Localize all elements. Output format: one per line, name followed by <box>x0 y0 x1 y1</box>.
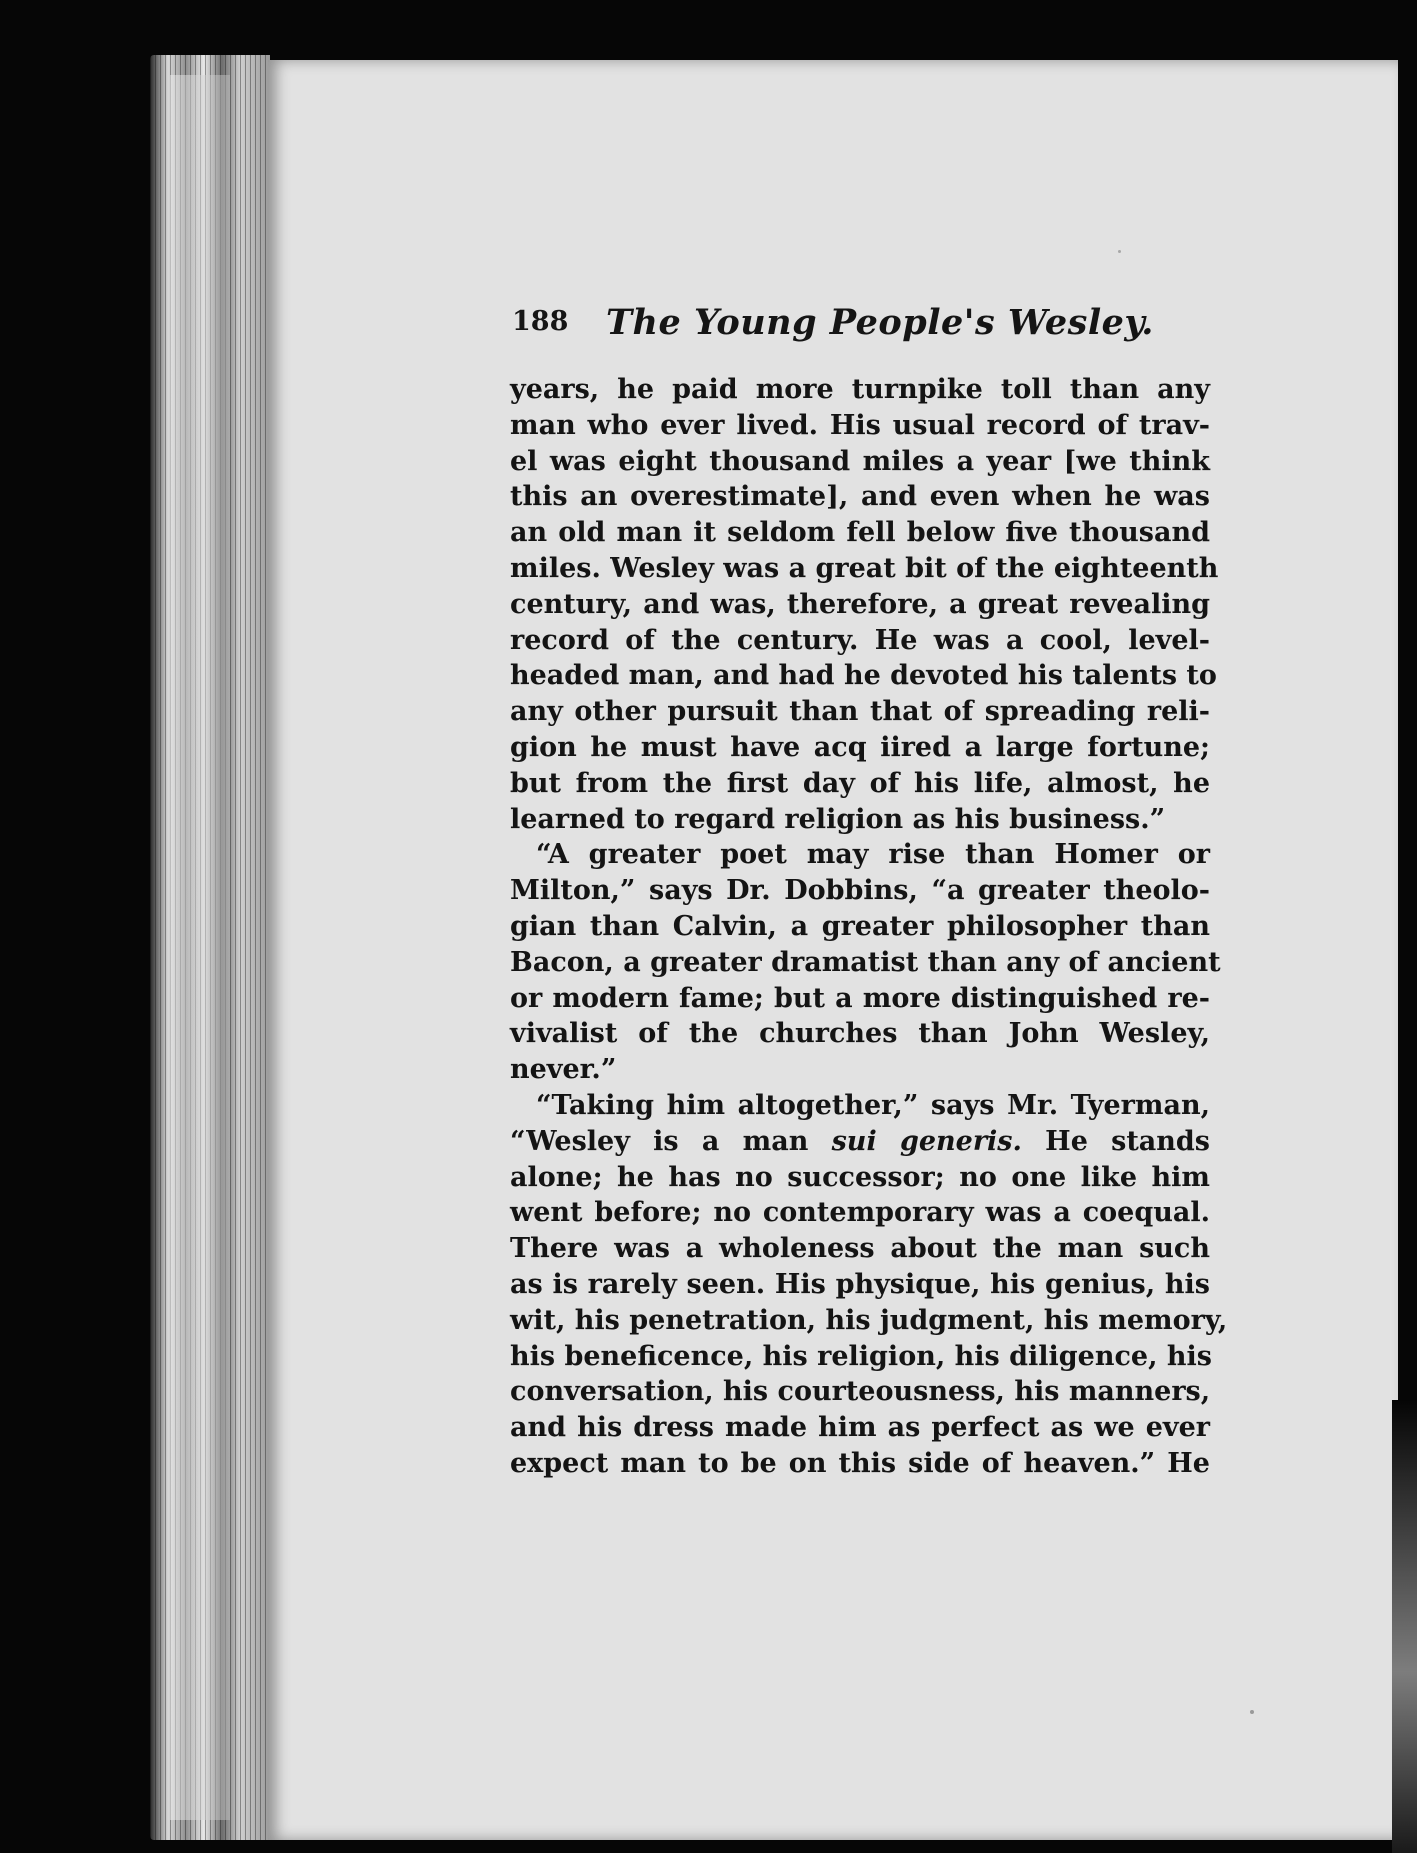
text-line: as is rarely seen. His physique, his genius, his <box>510 1268 1210 1300</box>
text-segment: “Wesley is a man <box>510 1125 832 1157</box>
text-segment: He stands <box>1021 1125 1211 1157</box>
text-line: an old man it seldom fell below five thousand <box>510 517 1210 549</box>
page-number: 188 <box>512 306 569 337</box>
text-line: any other pursuit than that of spreading reli- <box>510 696 1210 728</box>
text-line: Milton,” says Dr. Dobbins, “a greater theolo- <box>510 875 1210 907</box>
text-line: learned to regard religion as his business.” <box>510 803 1166 835</box>
text-line: years, he paid more turnpike toll than any <box>510 374 1210 405</box>
text-line <box>510 1124 1210 1160</box>
text-line: and his dress made him as perfect as we ever <box>510 1412 1210 1444</box>
running-header <box>512 302 1212 352</box>
text-line: never.” <box>510 1054 617 1086</box>
text-line: Bacon, a greater dramatist than any of ancient <box>510 946 1221 978</box>
text-line: miles. Wesley was a great bit of the eighteenth <box>510 552 1219 584</box>
text-line: “A greater poet may rise than Homer or <box>536 839 1210 871</box>
body-text <box>510 372 1228 1482</box>
text-line: gian than Calvin, a greater philosopher than <box>510 910 1210 942</box>
text-line: el was eight thousand miles a year [we think <box>510 445 1210 477</box>
text-line: vivalist of the churches than John Wesley, <box>510 1018 1210 1050</box>
text-line: “Taking him altogether,” says Mr. Tyerman, <box>536 1089 1210 1121</box>
running-title: The Young People's Wesley. <box>606 302 1154 343</box>
text-line: this an overestimate], and even when he was <box>510 481 1210 513</box>
italic-phrase: sui generis. <box>831 1125 1022 1157</box>
text-line: record of the century. He was a cool, level- <box>510 624 1210 656</box>
text-line: his beneficence, his religion, his diligence, his <box>510 1340 1212 1372</box>
text-line: man who ever lived. His usual record of trav- <box>510 409 1210 441</box>
text-line: alone; he has no successor; no one like him <box>510 1161 1210 1193</box>
text-line: century, and was, therefore, a great revealing <box>510 588 1210 620</box>
dust-speck <box>1118 250 1121 253</box>
page-gutter <box>170 75 230 1820</box>
dust-speck <box>1250 1710 1254 1714</box>
text-line: expect man to be on this side of heaven.” He <box>510 1447 1210 1479</box>
text-line: went before; no contemporary was a coequal. <box>510 1197 1210 1229</box>
text-line: wit, his penetration, his judgment, his memory, <box>510 1304 1228 1336</box>
text-line: conversation, his courteousness, his manners, <box>510 1376 1211 1408</box>
page-edge-shadow <box>1392 1400 1417 1853</box>
text-line: or modern fame; but a more distinguished re- <box>510 982 1210 1014</box>
text-line: but from the first day of his life, almost, he <box>510 767 1210 799</box>
text-line: gion he must have acq iired a large fortune; <box>510 731 1210 763</box>
text-line: headed man, and had he devoted his talents to <box>510 660 1217 692</box>
text-line: There was a wholeness about the man such <box>510 1233 1210 1265</box>
